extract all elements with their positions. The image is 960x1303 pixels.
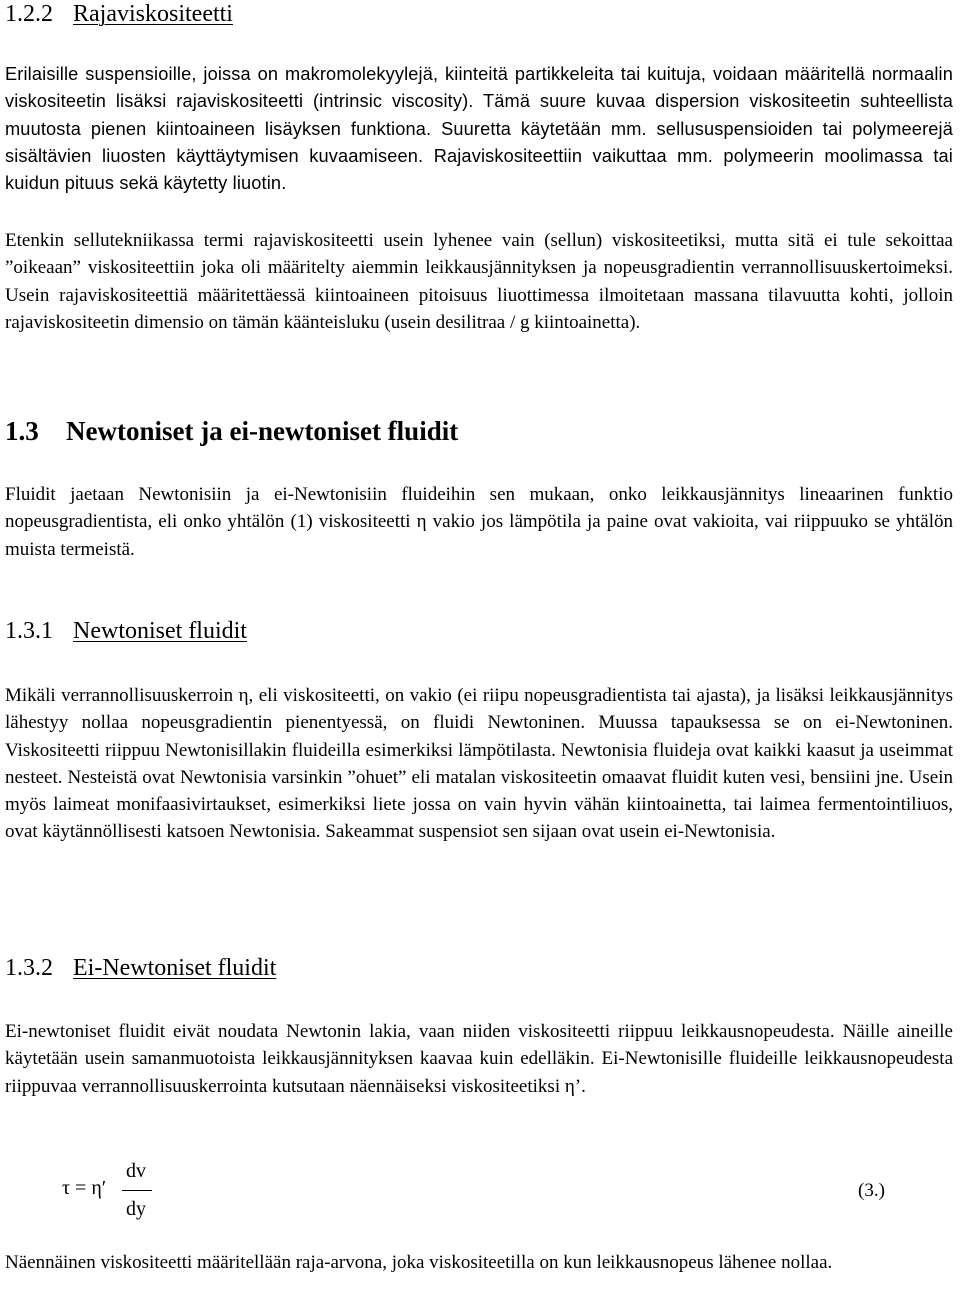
section-heading-1-3 <box>5 415 458 447</box>
section-title: Newtoniset fluidit <box>73 618 247 644</box>
paragraph-ei-newtoniset-fluidit: Ei-newtoniset fluidit eivät noudata Newtonin lakia, vaan niiden viskositeetti riippuu leikkausnopeudesta. Näille aineille käytetään usein samanmuotoista leikkausjännityksen kaavaa kuin edelläkin. Ei-Newtonisille fluideille leikkausnopeudesta riippuvaa verrannollisuuskerrointa kutsutaan näennäiseksi viskositeetiksi η’. <box>5 1021 953 1097</box>
section-heading-1-3-1 <box>5 617 247 645</box>
section-number: 1.3.1 <box>5 618 53 644</box>
section-title: Rajaviskositeetti <box>73 1 233 27</box>
equation-lhs: τ = η′ <box>62 1177 107 1199</box>
paragraph-rajaviskositeetti-1: Erilaisille suspensioille, joissa on makromolekyylejä, kiinteitä partikkeleita tai kuituja, voidaan määritellä normaalin viskositeetin lisäksi rajaviskositeetti (intrinsic viscosity). Tämä suure kuvaa dispersion viskositeetin suhteellista muutosta pienen kiintoaineen lisäyksen funktiona. Suuretta käytetään mm. sellususpensioiden tai polymeerejä sisältävien liuosten käyttäytymisen kuvaamiseen. Rajaviskositeettiin vaikuttaa mm. polymeerin moolimassa tai kuidun pituus sekä käytetty liuotin. <box>5 64 953 194</box>
section-number: 1.3 <box>5 416 39 446</box>
section-title: Ei-Newtoniset fluidit <box>73 955 277 981</box>
paragraph-naennainen-viskositeetti: Näennäinen viskositeetti määritellään raja-arvona, joka viskositeetilla on kun leikkausnopeus lähenee nollaa. <box>5 1252 833 1273</box>
equation-number: (3.) <box>858 1180 885 1201</box>
equation-numerator: dv <box>126 1160 146 1182</box>
paragraph-newtoniset-fluidit: Mikäli verrannollisuuskerroin η, eli viskositeetti, on vakio (ei riipu nopeusgradientista tai ajasta), ja lisäksi leikkausjännitys lähestyy nollaa nopeusgradientin pienentyessä, on fluidi Newtoninen. Muussa tapauksessa se on ei-Newtoninen. Viskositeetti riippuu Newtonisillakin fluideilla esimerkiksi lämpötilasta. Newtonisia fluideja ovat kaikki kaasut ja useimmat nesteet. Nesteistä ovat Newtonisia varsinkin ”ohuet” eli matalan viskositeetin omaavat fluidit kuten vesi, bensiini jne. Usein myös laimeat monifaasivirtaukset, esimerkiksi liete jossa on vain hyvin vähän kiintoainetta, tai laimea fermentointiliuos, ovat käytännöllisesti katsoen Newtonisia. Sakeammat suspensiot sen sijaan ovat usein ei-Newtonisia. <box>5 685 953 843</box>
section-number: 1.2.2 <box>5 1 53 27</box>
paragraph-rajaviskositeetti-2: Etenkin sellutekniikassa termi rajaviskositeetti usein lyhenee vain (sellun) viskositeetiksi, mutta sitä ei tule sekoittaa ”oikeaan” viskositeettiin joka oli määritelty aiemmin leikkausjännityksen ja nopeusgradientin verrannollisuuskertoimeksi. Usein rajaviskositeettiä määritettäessä kiintoaineen pitoisuus liuottimessa ilmoitetaan massana tilavuutta kohti, jolloin rajaviskositeetin dimensio on tämän käänteisluku (usein desilitraa / g kiintoainetta). <box>5 230 953 333</box>
fraction-bar <box>122 1190 152 1191</box>
section-title: Newtoniset ja ei-newtoniset fluidit <box>66 416 459 446</box>
section-heading-1-2-2 <box>5 0 233 28</box>
paragraph-newtoniset-intro: Fluidit jaetaan Newtonisiin ja ei-Newtonisiin fluideihin sen mukaan, onko leikkausjännitys lineaarinen funktio nopeusgradientista, eli onko yhtälön (1) viskositeetti η vakio jos lämpötila ja paine ovat vakioita, vai riippuuko se yhtälön muista termeistä. <box>5 484 953 560</box>
equation-3 <box>62 1160 182 1230</box>
equation-denominator: dy <box>126 1198 146 1220</box>
section-number: 1.3.2 <box>5 955 53 981</box>
section-heading-1-3-2 <box>5 954 276 982</box>
